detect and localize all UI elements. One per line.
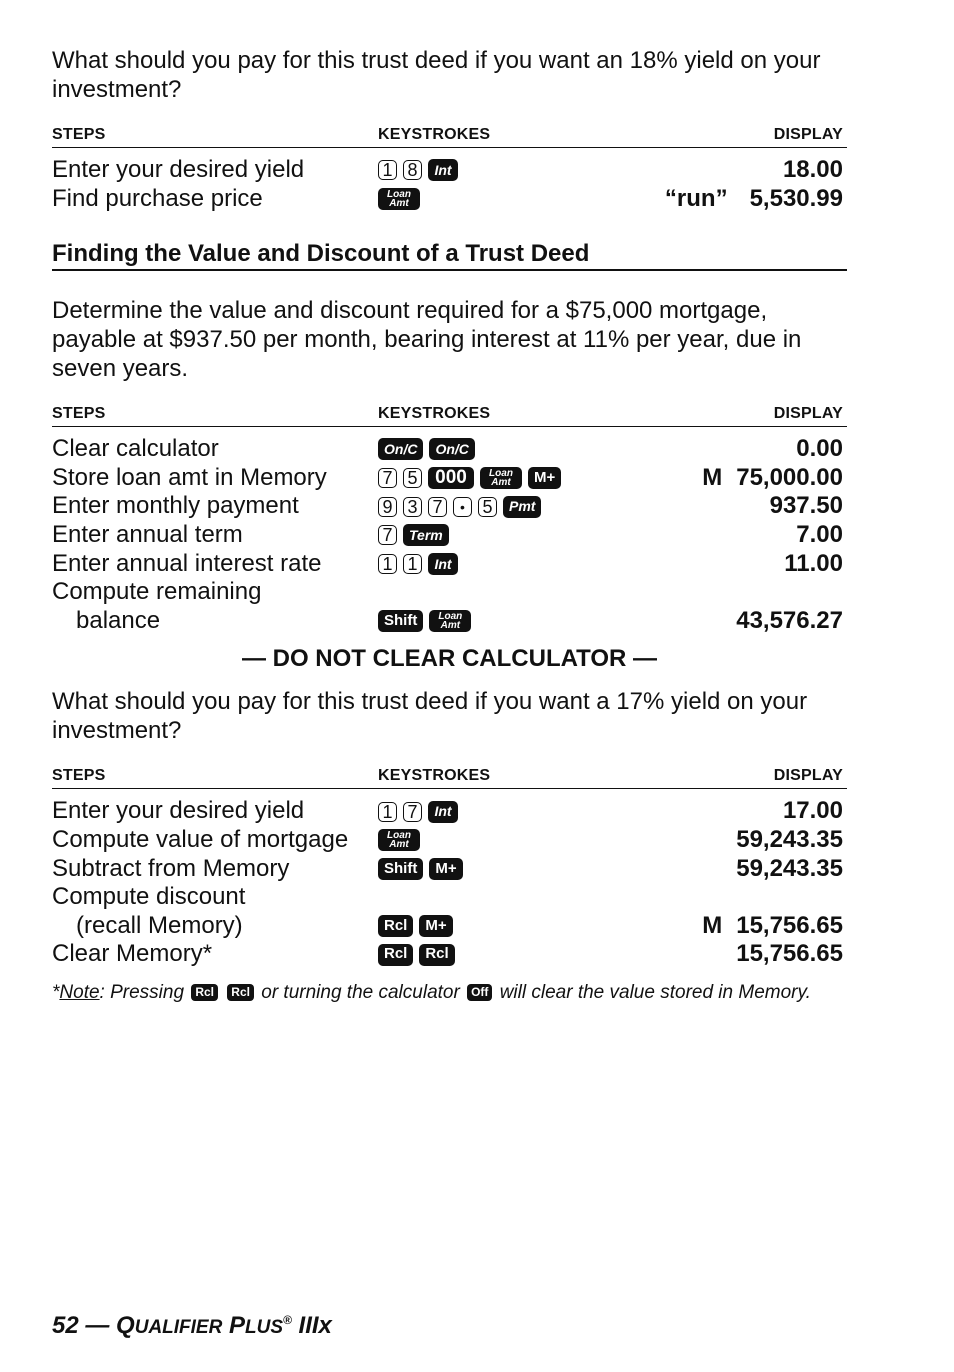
table-row	[52, 435, 847, 464]
keystroke-sequence	[378, 521, 449, 550]
display-value	[736, 826, 843, 855]
step-label: Enter annual interest rate	[52, 549, 322, 577]
steps-header: STEPS	[52, 126, 106, 143]
display-value	[783, 156, 843, 185]
rcl-key-icon: Rcl	[419, 944, 454, 966]
page-content	[52, 46, 847, 1004]
int-key-icon: Int	[428, 553, 458, 575]
step-label: Enter your desired yield	[52, 797, 305, 825]
footnote-text-2: or turning the calculator	[261, 981, 460, 1003]
triple-zero-key-icon: 000	[428, 467, 474, 489]
digit-7-key-icon: 7	[378, 525, 397, 545]
table-row	[52, 797, 847, 826]
table-row	[52, 156, 847, 185]
shift-key-icon: Shift	[378, 858, 423, 880]
product-name: QUALIFIER PLUS® IIIx	[116, 1312, 332, 1339]
step-label: Store loan amt in Memory	[52, 463, 327, 491]
keystroke-sequence	[378, 435, 475, 464]
table-row	[52, 855, 847, 884]
section-title: Finding the Value and Discount of a Trust Deed	[52, 240, 847, 271]
table-row	[52, 185, 847, 214]
keystroke-sequence	[378, 550, 458, 579]
keystrokes-header: KEYSTROKES	[378, 405, 491, 423]
int-key-icon: Int	[428, 159, 458, 181]
keystrokes-header: KEYSTROKES	[378, 767, 491, 785]
table-1-header	[52, 124, 847, 148]
steps-header: STEPS	[52, 405, 106, 423]
display-header: DISPLAY	[773, 767, 843, 785]
keystroke-sequence	[378, 912, 453, 941]
display-header: DISPLAY	[773, 405, 843, 423]
memory-indicator: M	[702, 911, 723, 939]
keystrokes-header: KEYSTROKES	[378, 126, 491, 143]
display-value	[736, 940, 843, 969]
display-value	[796, 521, 843, 550]
step-label: Subtract from Memory	[52, 854, 290, 882]
display-value	[665, 185, 843, 214]
m-plus-key-icon: M+	[429, 858, 462, 880]
digit-7-key-icon: 7	[403, 802, 422, 822]
display-number: 59,243.35	[736, 854, 843, 882]
display-number: 11.00	[784, 549, 843, 577]
footnote-text-3: will clear the value stored in Memory.	[499, 981, 811, 1003]
step-label: Enter your desired yield	[52, 156, 305, 183]
step-label: (recall Memory)	[76, 911, 243, 939]
shift-key-icon: Shift	[378, 610, 423, 632]
display-value	[783, 797, 843, 826]
keystroke-sequence	[378, 607, 471, 636]
display-number: 15,756.65	[736, 940, 843, 968]
display-header: DISPLAY	[773, 126, 843, 143]
display-value	[736, 607, 843, 636]
table-row	[52, 912, 847, 941]
digit-1-key-icon: 1	[378, 802, 397, 822]
page-number: 52 —	[52, 1312, 110, 1339]
table-3	[52, 797, 847, 969]
intro-paragraph-3: What should you pay for this trust deed if you want a 17% yield on your investment?	[52, 688, 808, 745]
digit-5-key-icon: 5	[403, 468, 422, 488]
step-label: Compute discount	[52, 883, 246, 911]
step-label: Clear Memory*	[52, 940, 213, 968]
step-label: Compute value of mortgage	[52, 825, 349, 853]
display-number: 5,530.99	[749, 184, 843, 212]
display-number: 937.50	[769, 492, 843, 520]
table-row	[52, 464, 847, 493]
display-number: 59,243.35	[736, 825, 843, 853]
step-label: Find purchase price	[52, 184, 263, 212]
keystroke-sequence	[378, 185, 420, 214]
table-2-header	[52, 403, 847, 427]
table-row	[52, 492, 847, 521]
table-row	[52, 550, 847, 579]
digit-1-key-icon: 1	[403, 554, 422, 574]
digit-3-key-icon: 3	[403, 497, 422, 517]
rcl-key-icon: Rcl	[227, 984, 254, 1001]
loan-amt-key-icon: Loan Amt	[378, 188, 420, 210]
decimal-key-icon: •	[453, 497, 472, 517]
loan-amt-key-icon: Loan Amt	[378, 829, 420, 851]
display-value	[770, 492, 843, 521]
keystroke-sequence	[378, 855, 463, 884]
memory-indicator: M	[702, 463, 723, 491]
display-value	[702, 464, 843, 493]
keystroke-sequence	[378, 797, 458, 826]
digit-1-key-icon: 1	[378, 554, 397, 574]
do-not-clear-note: — DO NOT CLEAR CALCULATOR —	[241, 645, 658, 673]
run-indicator: “run”	[664, 184, 728, 212]
footnote-text-1: : Pressing	[99, 981, 185, 1003]
keystroke-sequence	[378, 492, 541, 521]
step-label: Compute remaining	[52, 578, 262, 606]
on-c-key-icon: On/C	[378, 438, 423, 460]
digit-1-key-icon: 1	[378, 160, 397, 180]
table-row	[52, 883, 847, 912]
digit-9-key-icon: 9	[378, 497, 397, 517]
footnote-star: *	[52, 981, 60, 1003]
digit-7-key-icon: 7	[428, 497, 447, 517]
table-row	[52, 826, 847, 855]
intro-paragraph-2: Determine the value and discount required for a $75,000 mortgage, payable at $937.50 per month, bearing interest at 11% per year, due in seven years.	[52, 297, 802, 383]
rcl-key-icon: Rcl	[378, 915, 413, 937]
table-row	[52, 521, 847, 550]
display-number: 17.00	[782, 797, 843, 825]
footnote	[52, 981, 847, 1004]
display-value	[784, 550, 843, 579]
off-key-icon: Off	[467, 984, 492, 1001]
m-plus-key-icon: M+	[528, 467, 561, 489]
rcl-key-icon: Rcl	[378, 944, 413, 966]
display-number: 7.00	[796, 520, 843, 548]
display-value	[796, 435, 843, 464]
display-number: 75,000.00	[736, 463, 843, 491]
term-key-icon: Term	[403, 524, 449, 546]
step-label: Enter annual term	[52, 520, 243, 548]
keystroke-sequence	[378, 464, 561, 493]
keystroke-sequence	[378, 940, 455, 969]
pmt-key-icon: Pmt	[503, 496, 541, 518]
rcl-key-icon: Rcl	[191, 984, 218, 1001]
display-number: 43,576.27	[736, 606, 843, 634]
table-row	[52, 940, 847, 969]
loan-amt-key-icon: Loan Amt	[429, 610, 471, 632]
footnote-note-word: Note	[59, 981, 100, 1003]
keystroke-sequence	[378, 156, 458, 185]
display-number: 18.00	[782, 156, 843, 183]
keystroke-sequence	[378, 826, 420, 855]
digit-5-key-icon: 5	[478, 497, 497, 517]
table-2	[52, 435, 847, 635]
table-3-header	[52, 765, 847, 789]
table-row	[52, 578, 847, 607]
digit-7-key-icon: 7	[378, 468, 397, 488]
display-value	[702, 912, 843, 941]
step-label: Enter monthly payment	[52, 492, 299, 520]
table-row	[52, 607, 847, 636]
intro-paragraph-1: What should you pay for this trust deed if you want an 18% yield on your investment?	[52, 47, 821, 103]
step-label: Clear calculator	[52, 435, 219, 463]
table-1	[52, 156, 847, 213]
int-key-icon: Int	[428, 801, 458, 823]
on-c-key-icon: On/C	[429, 438, 474, 460]
m-plus-key-icon: M+	[419, 915, 452, 937]
step-label: balance	[76, 606, 161, 634]
steps-header: STEPS	[52, 767, 106, 785]
display-value	[736, 855, 843, 884]
loan-amt-key-icon: Loan Amt	[480, 467, 522, 489]
display-number: 15,756.65	[736, 911, 843, 939]
digit-8-key-icon: 8	[403, 160, 422, 180]
page-footer	[52, 1312, 332, 1340]
display-number: 0.00	[796, 435, 843, 463]
